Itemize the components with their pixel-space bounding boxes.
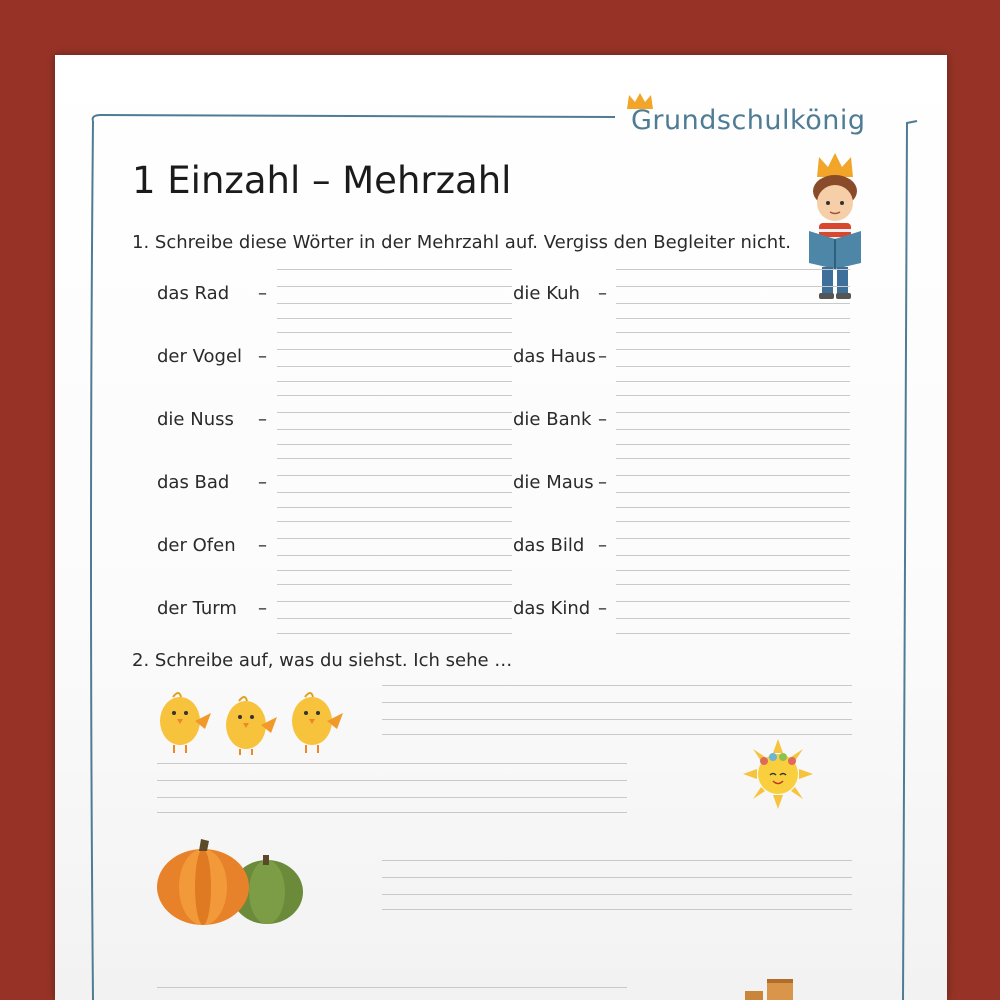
writing-lines[interactable] [277,521,512,571]
task-1-instruction: 1. Schreibe diese Wörter in der Mehrzahl auf. Vergiss den Begleiter nicht. [132,232,791,253]
writing-lines[interactable] [277,269,512,319]
writing-lines[interactable] [277,332,512,382]
word-right-5: das Bild [513,535,585,556]
word-left-1: das Rad [157,283,230,304]
writing-lines[interactable] [382,860,852,910]
word-left-6: der Turm [157,598,237,619]
writing-lines[interactable] [616,269,850,319]
writing-lines[interactable] [157,987,627,1000]
dash: – [258,409,267,430]
dash: – [598,535,607,556]
dash: – [258,346,267,367]
dash: – [598,346,607,367]
page-title: 1 Einzahl – Mehrzahl [132,159,512,202]
dash: – [598,598,607,619]
task-2-instruction: 2. Schreibe auf, was du siehst. Ich sehe … [132,650,513,671]
chicks-icon [155,683,355,755]
writing-lines[interactable] [616,521,850,571]
writing-lines[interactable] [277,395,512,445]
writing-lines[interactable] [616,584,850,634]
dash: – [598,472,607,493]
word-left-5: der Ofen [157,535,236,556]
word-right-4: die Maus [513,472,594,493]
dash: – [598,409,607,430]
writing-lines[interactable] [277,458,512,508]
dash: – [258,598,267,619]
writing-lines[interactable] [157,763,627,813]
sun-with-flowers-icon [743,739,813,809]
word-left-3: die Nuss [157,409,234,430]
pumpkins-icon [155,837,305,927]
word-right-6: das Kind [513,598,591,619]
dash: – [598,283,607,304]
word-right-3: die Bank [513,409,592,430]
word-left-2: der Vogel [157,346,243,367]
boots-icon [741,975,801,1000]
dash: – [258,283,267,304]
dash: – [258,472,267,493]
worksheet-page [55,55,947,1000]
writing-lines[interactable] [616,458,850,508]
word-right-2: das Haus [513,346,596,367]
dash: – [258,535,267,556]
brand-logo: Grundschulkönig [631,105,866,136]
writing-lines[interactable] [382,685,852,735]
writing-lines[interactable] [616,332,850,382]
writing-lines[interactable] [277,584,512,634]
writing-lines[interactable] [616,395,850,445]
word-right-1: die Kuh [513,283,580,304]
word-left-4: das Bad [157,472,230,493]
